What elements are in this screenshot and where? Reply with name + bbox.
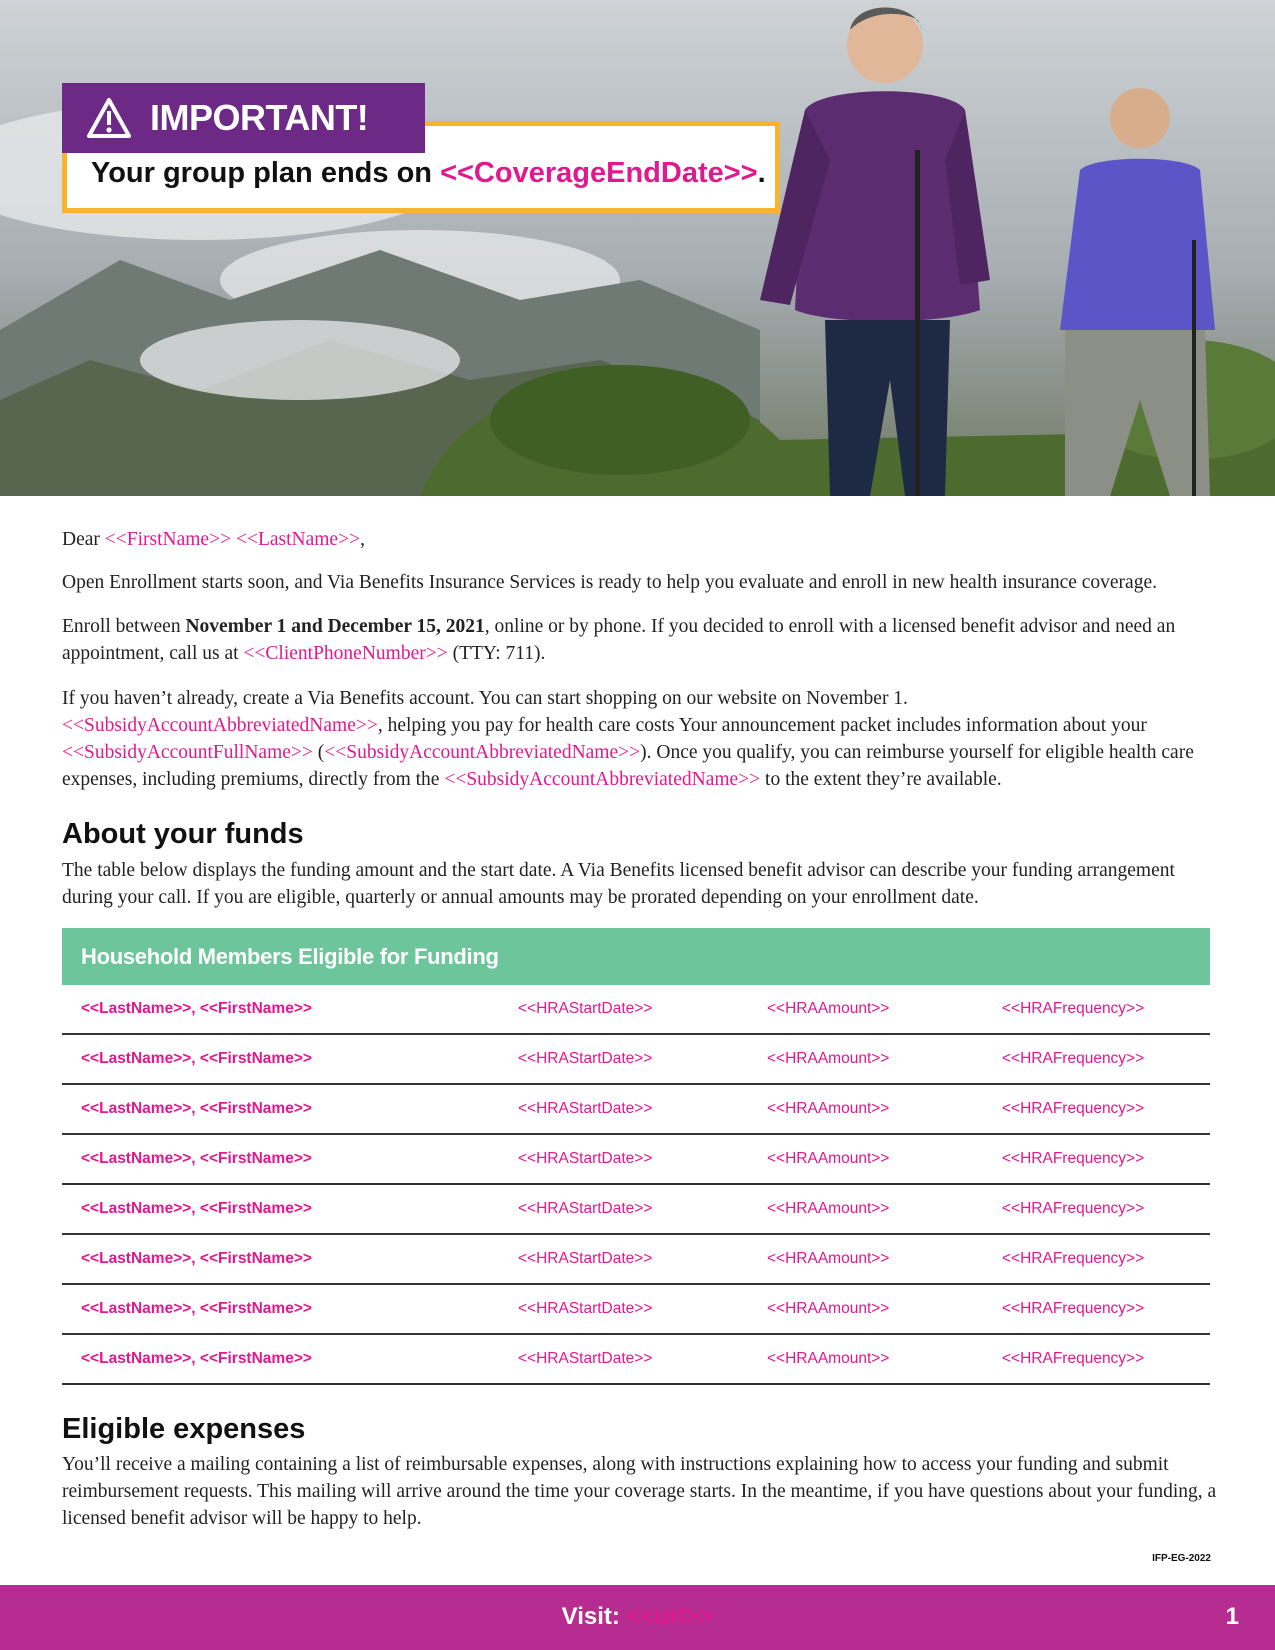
- hra-frequency: <<HRAFrequency>>: [1002, 1300, 1145, 1317]
- funds-heading: About your funds: [62, 818, 304, 850]
- important-label: IMPORTANT!: [150, 97, 369, 138]
- hra-frequency: <<HRAFrequency>>: [1002, 1150, 1145, 1167]
- hra-amount: <<HRAAmount>>: [767, 1150, 890, 1167]
- important-banner: [62, 83, 425, 153]
- hra-frequency: <<HRAFrequency>>: [1002, 1350, 1145, 1367]
- member-name: <<LastName>>, <<FirstName>>: [81, 1150, 312, 1167]
- member-name: <<LastName>>, <<FirstName>>: [81, 1300, 312, 1317]
- document-code: IFP-EG-2022: [1152, 1553, 1211, 1564]
- hra-start-date: <<HRAStartDate>>: [518, 1250, 653, 1267]
- hikers-illustration: [0, 0, 1275, 496]
- hra-amount: <<HRAAmount>>: [767, 1100, 890, 1117]
- page-number: 1: [1225, 1603, 1239, 1630]
- hra-amount: <<HRAAmount>>: [767, 1300, 890, 1317]
- hra-amount: <<HRAAmount>>: [767, 1250, 890, 1267]
- table-row: [62, 1085, 1210, 1135]
- hra-start-date: <<HRAStartDate>>: [518, 1200, 653, 1217]
- table-row: [62, 1235, 1210, 1285]
- visit-line: Visit: <<url>>: [561, 1603, 714, 1630]
- hra-start-date: <<HRAStartDate>>: [518, 1350, 653, 1367]
- footer-bar: [0, 1585, 1275, 1650]
- intro-paragraph: Open Enrollment starts soon, and Via Benefits Insurance Services is ready to help you evaluate and enroll in new health insurance coverage.: [62, 572, 1157, 593]
- client-phone-number: <<ClientPhoneNumber>>: [243, 643, 448, 664]
- member-name: <<LastName>>, <<FirstName>>: [81, 1000, 312, 1017]
- hra-start-date: <<HRAStartDate>>: [518, 1300, 653, 1317]
- hra-frequency: <<HRAFrequency>>: [1002, 1250, 1145, 1267]
- hra-amount: <<HRAAmount>>: [767, 1000, 890, 1017]
- url-link[interactable]: <<url>>: [626, 1603, 714, 1630]
- hra-amount: <<HRAAmount>>: [767, 1350, 890, 1367]
- funds-description: The table below displays the funding amount and the start date. A Via Benefits licensed benefit advisor can describe your funding arrangement during your call. If you are eligible, quarterly or annual amounts may be prorated depending on your enrollment date.: [62, 860, 1175, 908]
- account-paragraph: If you haven’t already, create a Via Benefits account. You can start shopping on our website on November 1. <<SubsidyAccountAbbreviatedName>>, helping you pay for health care costs Your announcement packet includes information about your <<SubsidyAccountFullName>> (<<SubsidyAccountAbbreviatedName>>). Once you qualify, you can reimburse yourself for eligible health care expenses, including premiums, directly from the <<SubsidyAccountAbbreviatedName>> to the extent they’re available.: [62, 688, 1194, 790]
- greeting: Dear <<FirstName>> <<LastName>>,: [62, 529, 365, 550]
- table-row: [62, 1335, 1210, 1385]
- expenses-heading: Eligible expenses: [62, 1413, 306, 1445]
- enrollment-paragraph: Enroll between November 1 and December 15, 2021, online or by phone. If you decided to enroll with a licensed benefit advisor and need an appointment, call us at <<ClientPhoneNumber>> (TTY: 711).: [62, 616, 1176, 664]
- funding-table-header: Household Members Eligible for Funding: [62, 928, 1210, 985]
- member-name: <<LastName>>, <<FirstName>>: [81, 1250, 312, 1267]
- hra-start-date: <<HRAStartDate>>: [518, 1100, 653, 1117]
- hra-frequency: <<HRAFrequency>>: [1002, 1200, 1145, 1217]
- hra-amount: <<HRAAmount>>: [767, 1200, 890, 1217]
- table-row: [62, 1185, 1210, 1235]
- member-name: <<LastName>>, <<FirstName>>: [81, 1200, 312, 1217]
- expenses-description: You’ll receive a mailing containing a list of reimbursable expenses, along with instructions explaining how to access your funding and submit reimbursement requests. This mailing will arrive around the time your coverage starts. In the meantime, if you have questions about your funding, a licensed benefit advisor will be happy to help.: [62, 1454, 1217, 1529]
- coverage-end-date: <<CoverageEndDate>>: [440, 157, 758, 189]
- hra-amount: <<HRAAmount>>: [767, 1050, 890, 1067]
- warning-triangle-icon: [86, 97, 132, 139]
- funding-table: [62, 928, 1210, 1385]
- hra-start-date: <<HRAStartDate>>: [518, 1050, 653, 1067]
- hero-photo: [0, 0, 1275, 496]
- plan-end-text: Your group plan ends on <<CoverageEndDate>>.: [91, 157, 766, 189]
- hra-start-date: <<HRAStartDate>>: [518, 1150, 653, 1167]
- table-row: [62, 985, 1210, 1035]
- table-row: [62, 1285, 1210, 1335]
- hra-frequency: <<HRAFrequency>>: [1002, 1100, 1145, 1117]
- table-row: [62, 1135, 1210, 1185]
- hra-start-date: <<HRAStartDate>>: [518, 1000, 653, 1017]
- member-name: <<LastName>>, <<FirstName>>: [81, 1050, 312, 1067]
- hra-frequency: <<HRAFrequency>>: [1002, 1050, 1145, 1067]
- table-row: [62, 1035, 1210, 1085]
- member-name: <<LastName>>, <<FirstName>>: [81, 1100, 312, 1117]
- hra-frequency: <<HRAFrequency>>: [1002, 1000, 1145, 1017]
- member-name: <<LastName>>, <<FirstName>>: [81, 1350, 312, 1367]
